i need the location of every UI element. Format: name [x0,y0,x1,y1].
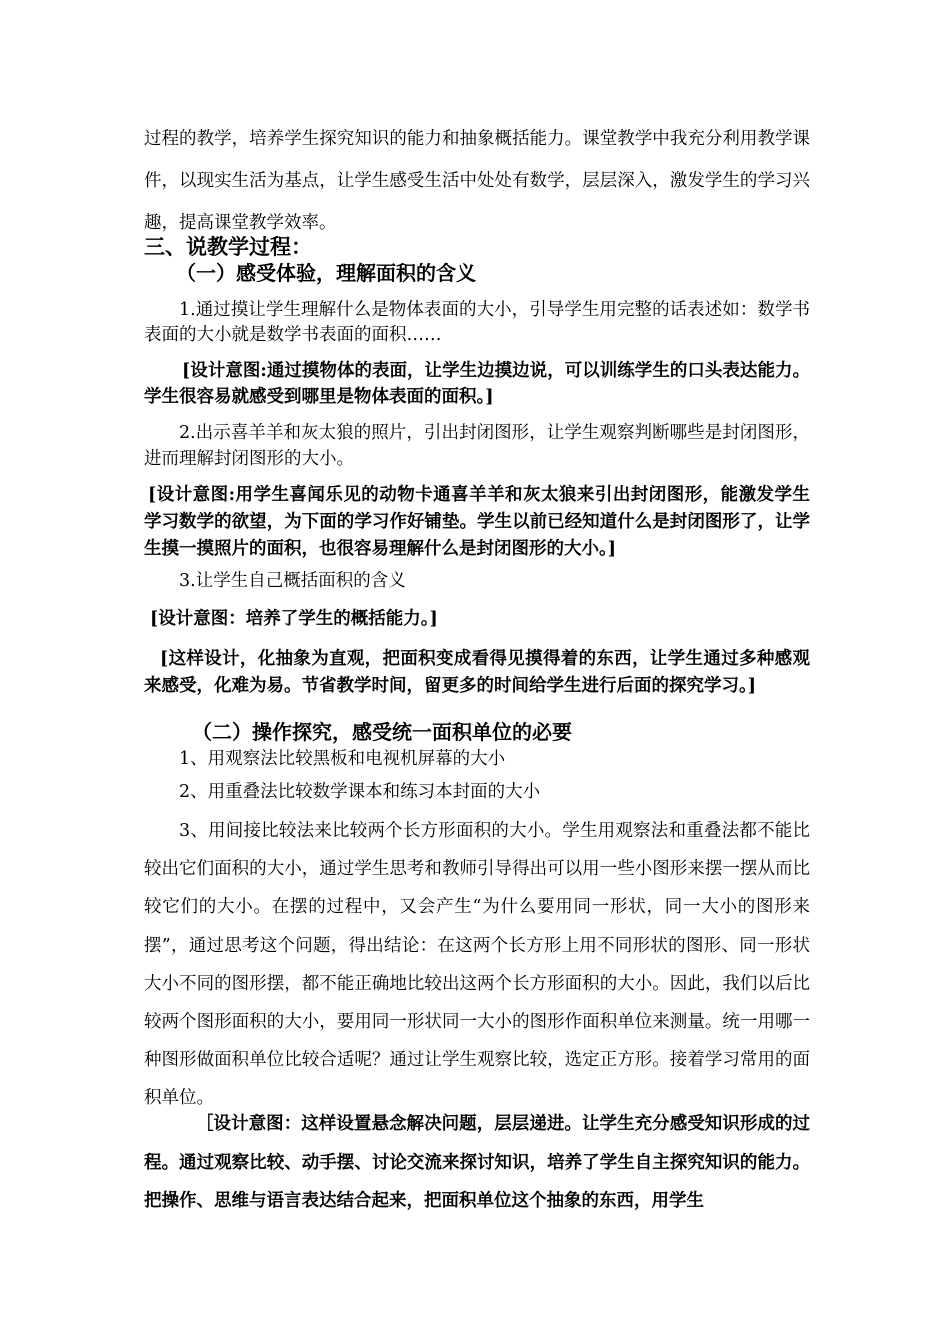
item-2-paragraph: 2.出示喜羊羊和灰太狼的照片，引出封闭图形，让学生观察判断哪些是封闭图形，进而理解封闭图形的大小。 [144,423,810,469]
item-1-paragraph: 1.通过摸让学生理解什么是物体表面的大小，引导学生用完整的话表述如：数学书表面的大小就是数学书表面的面积…… [144,300,810,345]
item-3-paragraph: 3.让学生自己概括面积的含义 [179,571,406,591]
design-intent-2: [设计意图:用学生喜闻乐见的动物卡通喜羊羊和灰太狼来引出封闭图形，能激发学生学习数学的欲望，为下面的学习作好铺垫。学生以前已经知道什么是封闭图形了，让学生摸一摸照片的面积，也很容易理解什么是封闭图形的大小。] [144,485,810,559]
step-3: 3、用间接比较法来比较两个长方形面积的大小。学生用观察法和重叠法都不能比较出它们面积的大小，通过学生思考和教师引导得出可以用一些小图形来摆一摆从而比较它们的大小。在摆的过程中，又会产生“为什么要用同一形状，同一大小的图形来摆”，通过思考这个问题，得出结论：在这两个长方形上用不同形状的图形、同一形状大小不同的图形摆，都不能正确地比较出这两个长方形面积的大小。因此，我们以后比较两个图形面积的大小，要用同一形状同一大小的图形作面积单位来测量。统一用哪一种图形做面积单位比较合适呢？通过让学生观察比较，选定正方形。接着学习常用的面积单位。 [144,821,810,1109]
step-2: 2、用重叠法比较数学课本和练习本封面的大小 [179,782,541,802]
intro-paragraph: 过程的教学，培养学生探究知识的能力和抽象概括能力。课堂教学中我充分利用教学课件，以现实生活为基点，让学生感受生活中处处有数学，层层深入，激发学生的学习兴趣，提高课堂教学效率。 [144,129,810,233]
design-intent-4: ［设计意图：这样设置悬念解决问题，层层递进。让学生充分感受知识形成的过程。通过观察比较、动手摆、讨论交流来探讨知识，培养了学生自主探究知识的能力。把操作、思维与语言表达结合起来，把面积单位这个抽象的东西，用学生 [144,1114,810,1211]
design-intent-1: [设计意图:通过摸物体的表面，让学生边摸边说，可以训练学生的口头表达能力。学生很容易就感受到哪里是物体表面的面积。] [144,361,810,407]
design-intent-3: [设计意图：培养了学生的概括能力。] [150,609,438,629]
part2-heading: （二）操作探究，感受统一面积单位的必要 [192,720,572,744]
step-1: 1、用观察法比较黑板和电视机屏幕的大小 [179,749,506,769]
design-summary: [这样设计，化抽象为直观，把面积变成看得见摸得着的东西，让学生通过多种感观来感受，化难为易。节省教学时间，留更多的时间给学生进行后面的探究学习。] [144,649,810,696]
part1-heading: （一）感受体验，理解面积的含义 [176,261,476,285]
section-heading: 三、说教学过程： [144,234,312,259]
